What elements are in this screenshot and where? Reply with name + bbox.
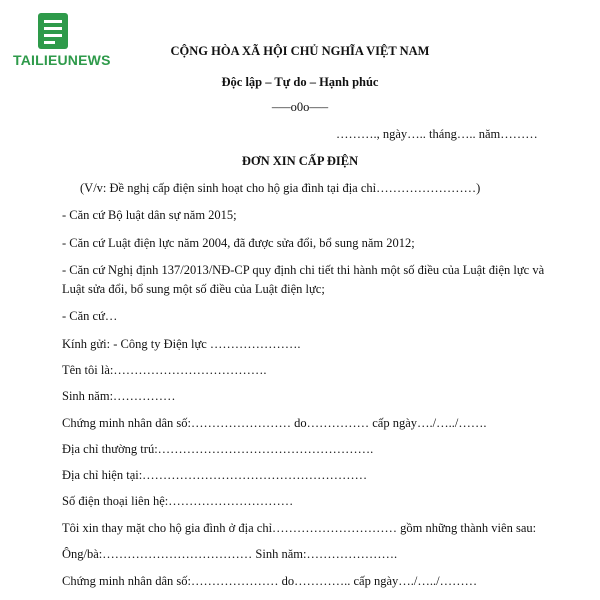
recipient-field: Kính gửi: - Công ty Điện lực …………………. bbox=[62, 337, 301, 351]
legal-basis-item: - Căn cứ… bbox=[62, 309, 118, 323]
document-subject: (V/v: Đề nghị cấp điện sinh hoạt cho hộ gia đình tại địa chỉ……………………) bbox=[80, 181, 481, 195]
id-card-field: Chứng minh nhân dân số:…………………… do…………… cấp ngày…./…../……. bbox=[62, 416, 487, 430]
site-logo bbox=[9, 12, 111, 72]
name-field: Tên tôi là:………………………………. bbox=[62, 363, 267, 377]
motto: Độc lập – Tự do – Hạnh phúc bbox=[221, 75, 379, 89]
birth-year-field: Sinh năm:…………… bbox=[62, 389, 176, 403]
separator: –—o0o—– bbox=[271, 100, 329, 114]
household-members-intro: Tôi xin thay mặt cho hộ gia đình ở địa chỉ………………………… gồm những thành viên sau: bbox=[62, 521, 537, 535]
member-id-card-field: Chứng minh nhân dân số:………………… do………….. cấp ngày…./…../……… bbox=[62, 574, 478, 588]
phone-field: Số điện thoại liên hệ:………………………… bbox=[62, 494, 294, 508]
permanent-address-field: Địa chỉ thường trú:……………………………………………. bbox=[62, 442, 374, 456]
nation-header: CỘNG HÒA XÃ HỘI CHỦ NGHĨA VIỆT NAM bbox=[170, 44, 430, 58]
legal-basis-item: - Căn cứ Nghị định 137/2013/NĐ-CP quy định chi tiết thi hành một số điều của Luật điện lực và bbox=[62, 263, 545, 277]
current-address-field: Địa chỉ hiện tại:……………………………………………… bbox=[62, 468, 368, 482]
member-name-field: Ông/bà:……………………………… Sinh năm:…………………. bbox=[62, 547, 398, 561]
legal-basis-item: - Căn cứ Bộ luật dân sự năm 2015; bbox=[62, 208, 237, 222]
legal-basis-item: Luật sửa đổi, bổ sung một số điều của Luật điện lực; bbox=[62, 282, 325, 296]
legal-basis-item: - Căn cứ Luật điện lực năm 2004, đã được sửa đổi, bổ sung năm 2012; bbox=[62, 236, 415, 250]
date-line: ………., ngày….. tháng….. năm……… bbox=[336, 127, 538, 141]
document-title: ĐƠN XIN CẤP ĐIỆN bbox=[241, 154, 359, 168]
logo-text: TAILIEUNEWS bbox=[13, 52, 111, 68]
